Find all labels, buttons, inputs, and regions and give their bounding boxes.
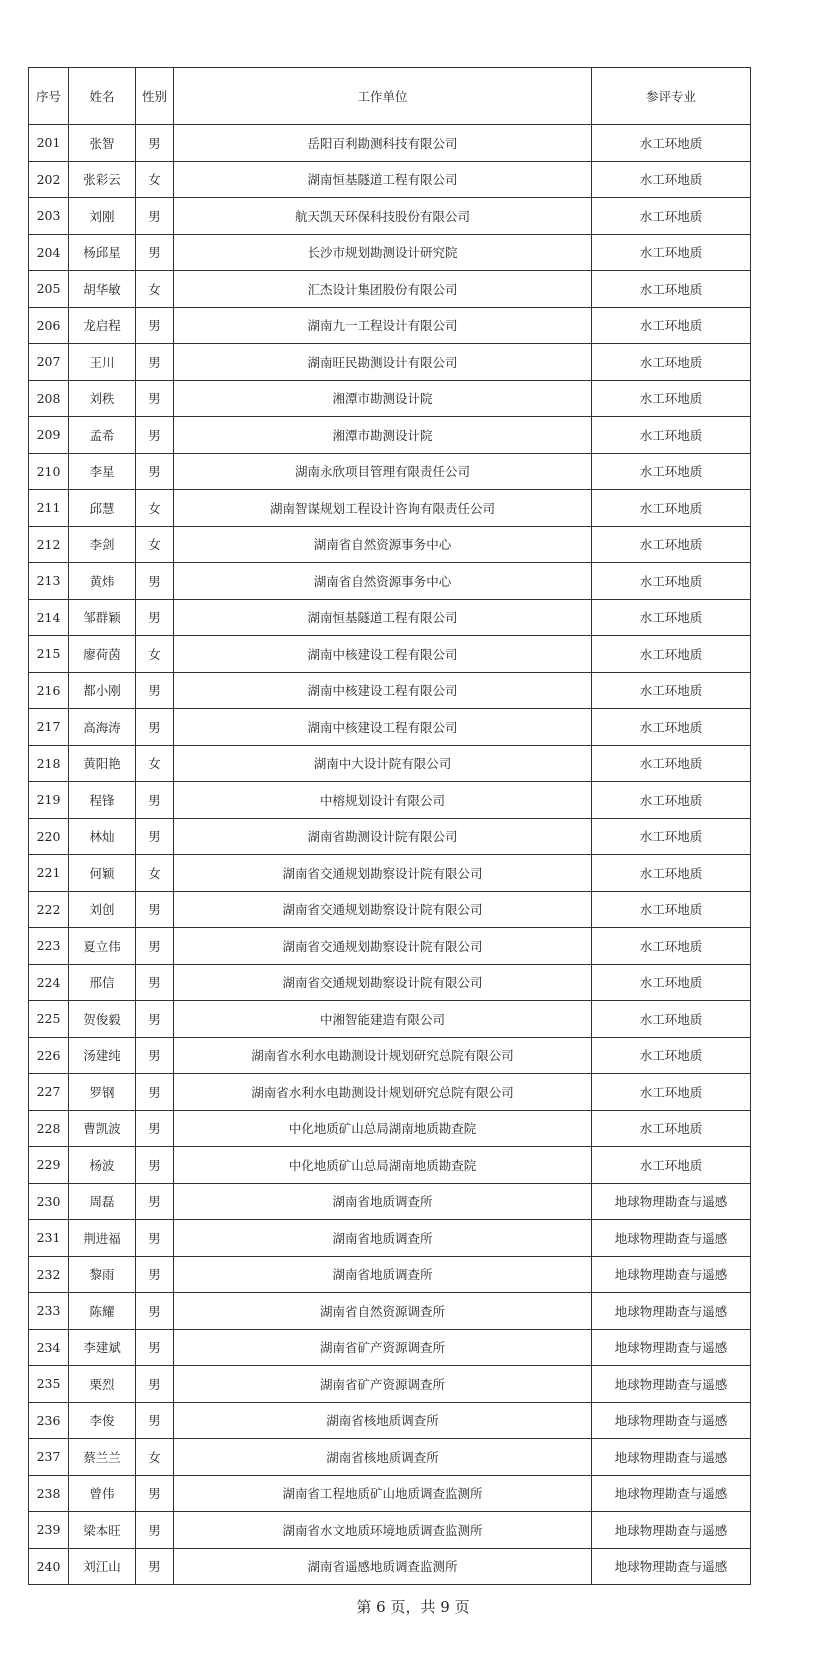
- table-body: [29, 125, 751, 1585]
- cell-name: 罗钢: [69, 1074, 136, 1111]
- cell-name: 李剑: [69, 526, 136, 563]
- cell-name: 胡华敏: [69, 271, 136, 308]
- cell-gender: 男: [136, 344, 174, 381]
- table-row: [29, 125, 751, 162]
- cell-serial: 240: [29, 1548, 69, 1585]
- cell-gender: 男: [136, 234, 174, 271]
- cell-specialty: 水工环地质: [592, 307, 751, 344]
- cell-employer: 湖南省工程地质矿山地质调查监测所: [174, 1475, 592, 1512]
- cell-serial: 234: [29, 1329, 69, 1366]
- cell-gender: 男: [136, 1366, 174, 1403]
- cell-specialty: 水工环地质: [592, 380, 751, 417]
- cell-gender: 女: [136, 636, 174, 673]
- cell-serial: 237: [29, 1439, 69, 1476]
- table-row: [29, 1074, 751, 1111]
- cell-employer: 中榕规划设计有限公司: [174, 782, 592, 819]
- cell-employer: 湖南省矿产资源调查所: [174, 1366, 592, 1403]
- table-row: [29, 1366, 751, 1403]
- cell-gender: 男: [136, 709, 174, 746]
- cell-name: 黄炜: [69, 563, 136, 600]
- cell-gender: 男: [136, 1074, 174, 1111]
- cell-employer: 湖南省自然资源事务中心: [174, 526, 592, 563]
- cell-gender: 女: [136, 490, 174, 527]
- cell-serial: 213: [29, 563, 69, 600]
- table-row: [29, 161, 751, 198]
- table-row: [29, 1037, 751, 1074]
- table-row: [29, 1147, 751, 1184]
- cell-serial: 238: [29, 1475, 69, 1512]
- cell-employer: 长沙市规划勘测设计研究院: [174, 234, 592, 271]
- cell-serial: 210: [29, 453, 69, 490]
- table-row: [29, 672, 751, 709]
- cell-serial: 231: [29, 1220, 69, 1257]
- cell-specialty: 地球物理勘查与遥感: [592, 1475, 751, 1512]
- cell-gender: 男: [136, 964, 174, 1001]
- cell-employer: 湖南省交通规划勘察设计院有限公司: [174, 928, 592, 965]
- cell-name: 黎雨: [69, 1256, 136, 1293]
- cell-specialty: 地球物理勘查与遥感: [592, 1402, 751, 1439]
- cell-specialty: 地球物理勘查与遥感: [592, 1512, 751, 1549]
- table-row: [29, 1475, 751, 1512]
- cell-gender: 男: [136, 1512, 174, 1549]
- table-row: [29, 271, 751, 308]
- cell-employer: 湖南中大设计院有限公司: [174, 745, 592, 782]
- cell-employer: 湘潭市勘测设计院: [174, 417, 592, 454]
- table-row: [29, 234, 751, 271]
- table-row: [29, 1402, 751, 1439]
- cell-serial: 226: [29, 1037, 69, 1074]
- cell-name: 李建斌: [69, 1329, 136, 1366]
- cell-name: 梁本旺: [69, 1512, 136, 1549]
- cell-employer: 湖南恒基隧道工程有限公司: [174, 599, 592, 636]
- header-name: 姓名: [69, 68, 136, 125]
- cell-name: 李俊: [69, 1402, 136, 1439]
- cell-specialty: 水工环地质: [592, 198, 751, 235]
- table-row: [29, 563, 751, 600]
- cell-specialty: 地球物理勘查与遥感: [592, 1329, 751, 1366]
- cell-specialty: 地球物理勘查与遥感: [592, 1548, 751, 1585]
- cell-gender: 男: [136, 1183, 174, 1220]
- cell-specialty: 水工环地质: [592, 1074, 751, 1111]
- cell-gender: 男: [136, 380, 174, 417]
- cell-serial: 204: [29, 234, 69, 271]
- cell-gender: 男: [136, 1110, 174, 1147]
- cell-employer: 岳阳百利勘测科技有限公司: [174, 125, 592, 162]
- cell-serial: 233: [29, 1293, 69, 1330]
- table-row: [29, 599, 751, 636]
- cell-serial: 202: [29, 161, 69, 198]
- table-row: [29, 380, 751, 417]
- cell-serial: 228: [29, 1110, 69, 1147]
- cell-employer: 湖南旺民勘测设计有限公司: [174, 344, 592, 381]
- cell-employer: 湖南省水利水电勘测设计规划研究总院有限公司: [174, 1074, 592, 1111]
- cell-serial: 208: [29, 380, 69, 417]
- cell-specialty: 水工环地质: [592, 599, 751, 636]
- cell-name: 杨邱星: [69, 234, 136, 271]
- cell-specialty: 水工环地质: [592, 672, 751, 709]
- cell-specialty: 水工环地质: [592, 745, 751, 782]
- cell-employer: 湖南中核建设工程有限公司: [174, 636, 592, 673]
- cell-serial: 219: [29, 782, 69, 819]
- cell-name: 廖荷茵: [69, 636, 136, 673]
- cell-gender: 男: [136, 417, 174, 454]
- cell-gender: 男: [136, 1329, 174, 1366]
- cell-gender: 男: [136, 307, 174, 344]
- cell-gender: 女: [136, 1439, 174, 1476]
- cell-gender: 男: [136, 1402, 174, 1439]
- cell-name: 曹凯波: [69, 1110, 136, 1147]
- cell-gender: 男: [136, 453, 174, 490]
- cell-serial: 239: [29, 1512, 69, 1549]
- table-row: [29, 1110, 751, 1147]
- cell-specialty: 水工环地质: [592, 234, 751, 271]
- cell-gender: 男: [136, 672, 174, 709]
- cell-serial: 201: [29, 125, 69, 162]
- cell-gender: 男: [136, 891, 174, 928]
- cell-serial: 205: [29, 271, 69, 308]
- table-row: [29, 1220, 751, 1257]
- cell-employer: 湖南省勘测设计院有限公司: [174, 818, 592, 855]
- cell-specialty: 水工环地质: [592, 855, 751, 892]
- cell-gender: 男: [136, 928, 174, 965]
- cell-serial: 215: [29, 636, 69, 673]
- cell-specialty: 水工环地质: [592, 709, 751, 746]
- table-row: [29, 307, 751, 344]
- cell-employer: 湖南省地质调查所: [174, 1183, 592, 1220]
- cell-employer: 湖南恒基隧道工程有限公司: [174, 161, 592, 198]
- cell-specialty: 水工环地质: [592, 636, 751, 673]
- table-row: [29, 453, 751, 490]
- cell-serial: 230: [29, 1183, 69, 1220]
- table-row: [29, 1548, 751, 1585]
- cell-name: 李星: [69, 453, 136, 490]
- cell-gender: 女: [136, 855, 174, 892]
- cell-employer: 湖南中核建设工程有限公司: [174, 709, 592, 746]
- cell-serial: 211: [29, 490, 69, 527]
- cell-specialty: 地球物理勘查与遥感: [592, 1220, 751, 1257]
- cell-serial: 218: [29, 745, 69, 782]
- table-row: [29, 1256, 751, 1293]
- cell-gender: 男: [136, 782, 174, 819]
- cell-name: 高海涛: [69, 709, 136, 746]
- table-row: [29, 1329, 751, 1366]
- cell-name: 蔡兰兰: [69, 1439, 136, 1476]
- table-row: [29, 1183, 751, 1220]
- cell-specialty: 水工环地质: [592, 563, 751, 600]
- cell-specialty: 水工环地质: [592, 782, 751, 819]
- roster-table: [28, 67, 751, 1585]
- cell-name: 张彩云: [69, 161, 136, 198]
- cell-specialty: 水工环地质: [592, 1110, 751, 1147]
- cell-name: 汤建纯: [69, 1037, 136, 1074]
- cell-name: 刘秩: [69, 380, 136, 417]
- cell-specialty: 地球物理勘查与遥感: [592, 1366, 751, 1403]
- cell-serial: 225: [29, 1001, 69, 1038]
- table-row: [29, 417, 751, 454]
- cell-gender: 男: [136, 1256, 174, 1293]
- cell-serial: 236: [29, 1402, 69, 1439]
- table-row: [29, 1512, 751, 1549]
- cell-employer: 中化地质矿山总局湖南地质勘查院: [174, 1110, 592, 1147]
- table-row: [29, 855, 751, 892]
- cell-specialty: 水工环地质: [592, 928, 751, 965]
- cell-name: 龙启程: [69, 307, 136, 344]
- cell-specialty: 水工环地质: [592, 453, 751, 490]
- cell-name: 邢信: [69, 964, 136, 1001]
- cell-gender: 男: [136, 1001, 174, 1038]
- page-number: 第 6 页，共 9 页: [356, 1598, 470, 1616]
- cell-employer: 湖南永欣项目管理有限责任公司: [174, 453, 592, 490]
- cell-gender: 男: [136, 599, 174, 636]
- cell-gender: 男: [136, 198, 174, 235]
- cell-specialty: 水工环地质: [592, 526, 751, 563]
- cell-gender: 男: [136, 1220, 174, 1257]
- cell-serial: 235: [29, 1366, 69, 1403]
- header-row: [29, 68, 751, 125]
- cell-name: 刘江山: [69, 1548, 136, 1585]
- header-serial: 序号: [29, 68, 69, 125]
- cell-gender: 女: [136, 526, 174, 563]
- table-row: [29, 198, 751, 235]
- cell-serial: 221: [29, 855, 69, 892]
- table-row: [29, 1293, 751, 1330]
- table-row: [29, 490, 751, 527]
- cell-gender: 男: [136, 1293, 174, 1330]
- cell-serial: 212: [29, 526, 69, 563]
- cell-employer: 湖南省核地质调查所: [174, 1439, 592, 1476]
- cell-specialty: 水工环地质: [592, 344, 751, 381]
- cell-specialty: 水工环地质: [592, 490, 751, 527]
- cell-specialty: 水工环地质: [592, 417, 751, 454]
- header-gender: 性别: [136, 68, 174, 125]
- cell-employer: 汇杰设计集团股份有限公司: [174, 271, 592, 308]
- cell-specialty: 地球物理勘查与遥感: [592, 1439, 751, 1476]
- cell-name: 夏立伟: [69, 928, 136, 965]
- table-row: [29, 928, 751, 965]
- cell-name: 林灿: [69, 818, 136, 855]
- cell-employer: 湖南省地质调查所: [174, 1220, 592, 1257]
- cell-employer: 中湘智能建造有限公司: [174, 1001, 592, 1038]
- cell-employer: 湖南省地质调查所: [174, 1256, 592, 1293]
- cell-serial: 223: [29, 928, 69, 965]
- cell-gender: 男: [136, 1475, 174, 1512]
- header-specialty: 参评专业: [592, 68, 751, 125]
- cell-specialty: 地球物理勘查与遥感: [592, 1256, 751, 1293]
- cell-employer: 湘潭市勘测设计院: [174, 380, 592, 417]
- cell-name: 刘刚: [69, 198, 136, 235]
- table-row: [29, 344, 751, 381]
- cell-name: 黄阳艳: [69, 745, 136, 782]
- cell-specialty: 水工环地质: [592, 891, 751, 928]
- table-row: [29, 891, 751, 928]
- cell-specialty: 地球物理勘查与遥感: [592, 1183, 751, 1220]
- table-row: [29, 1439, 751, 1476]
- cell-gender: 男: [136, 1147, 174, 1184]
- cell-name: 邹群颖: [69, 599, 136, 636]
- table-row: [29, 526, 751, 563]
- table-row: [29, 1001, 751, 1038]
- cell-gender: 女: [136, 161, 174, 198]
- cell-serial: 227: [29, 1074, 69, 1111]
- cell-name: 刘创: [69, 891, 136, 928]
- cell-specialty: 水工环地质: [592, 818, 751, 855]
- cell-serial: 207: [29, 344, 69, 381]
- cell-specialty: 水工环地质: [592, 271, 751, 308]
- cell-serial: 229: [29, 1147, 69, 1184]
- cell-specialty: 水工环地质: [592, 125, 751, 162]
- cell-name: 程锋: [69, 782, 136, 819]
- cell-employer: 湖南智谋规划工程设计咨询有限责任公司: [174, 490, 592, 527]
- table-row: [29, 745, 751, 782]
- cell-name: 荆进福: [69, 1220, 136, 1257]
- cell-serial: 206: [29, 307, 69, 344]
- cell-employer: 湖南省自然资源事务中心: [174, 563, 592, 600]
- cell-name: 都小刚: [69, 672, 136, 709]
- cell-name: 曾伟: [69, 1475, 136, 1512]
- cell-specialty: 水工环地质: [592, 161, 751, 198]
- cell-serial: 203: [29, 198, 69, 235]
- cell-employer: 湖南省交通规划勘察设计院有限公司: [174, 891, 592, 928]
- cell-gender: 男: [136, 125, 174, 162]
- cell-employer: 湖南省交通规划勘察设计院有限公司: [174, 964, 592, 1001]
- cell-serial: 216: [29, 672, 69, 709]
- cell-name: 杨波: [69, 1147, 136, 1184]
- cell-name: 邱慧: [69, 490, 136, 527]
- table-row: [29, 636, 751, 673]
- cell-gender: 女: [136, 745, 174, 782]
- cell-employer: 湖南中核建设工程有限公司: [174, 672, 592, 709]
- cell-serial: 222: [29, 891, 69, 928]
- table-row: [29, 964, 751, 1001]
- cell-serial: 209: [29, 417, 69, 454]
- cell-gender: 男: [136, 1548, 174, 1585]
- cell-employer: 中化地质矿山总局湖南地质勘查院: [174, 1147, 592, 1184]
- cell-employer: 湖南省自然资源调查所: [174, 1293, 592, 1330]
- cell-serial: 220: [29, 818, 69, 855]
- table-row: [29, 782, 751, 819]
- table-header: [29, 68, 751, 125]
- cell-gender: 男: [136, 818, 174, 855]
- table-row: [29, 709, 751, 746]
- cell-employer: 湖南省水利水电勘测设计规划研究总院有限公司: [174, 1037, 592, 1074]
- cell-name: 贺俊毅: [69, 1001, 136, 1038]
- cell-serial: 214: [29, 599, 69, 636]
- cell-employer: 湖南省矿产资源调查所: [174, 1329, 592, 1366]
- cell-employer: 湖南省水文地质环境地质调查监测所: [174, 1512, 592, 1549]
- cell-specialty: 水工环地质: [592, 1147, 751, 1184]
- cell-specialty: 水工环地质: [592, 1037, 751, 1074]
- cell-name: 周磊: [69, 1183, 136, 1220]
- header-employer: 工作单位: [174, 68, 592, 125]
- cell-employer: 湖南九一工程设计有限公司: [174, 307, 592, 344]
- cell-name: 何颖: [69, 855, 136, 892]
- cell-name: 张智: [69, 125, 136, 162]
- cell-employer: 航天凯天环保科技股份有限公司: [174, 198, 592, 235]
- cell-serial: 224: [29, 964, 69, 1001]
- cell-name: 孟希: [69, 417, 136, 454]
- cell-employer: 湖南省交通规划勘察设计院有限公司: [174, 855, 592, 892]
- cell-name: 王川: [69, 344, 136, 381]
- cell-specialty: 地球物理勘查与遥感: [592, 1293, 751, 1330]
- cell-specialty: 水工环地质: [592, 1001, 751, 1038]
- cell-gender: 男: [136, 1037, 174, 1074]
- table-row: [29, 818, 751, 855]
- cell-name: 陈耀: [69, 1293, 136, 1330]
- cell-gender: 女: [136, 271, 174, 308]
- cell-specialty: 水工环地质: [592, 964, 751, 1001]
- cell-employer: 湖南省核地质调查所: [174, 1402, 592, 1439]
- cell-gender: 男: [136, 563, 174, 600]
- cell-serial: 217: [29, 709, 69, 746]
- cell-serial: 232: [29, 1256, 69, 1293]
- cell-employer: 湖南省遥感地质调查监测所: [174, 1548, 592, 1585]
- cell-name: 栗烈: [69, 1366, 136, 1403]
